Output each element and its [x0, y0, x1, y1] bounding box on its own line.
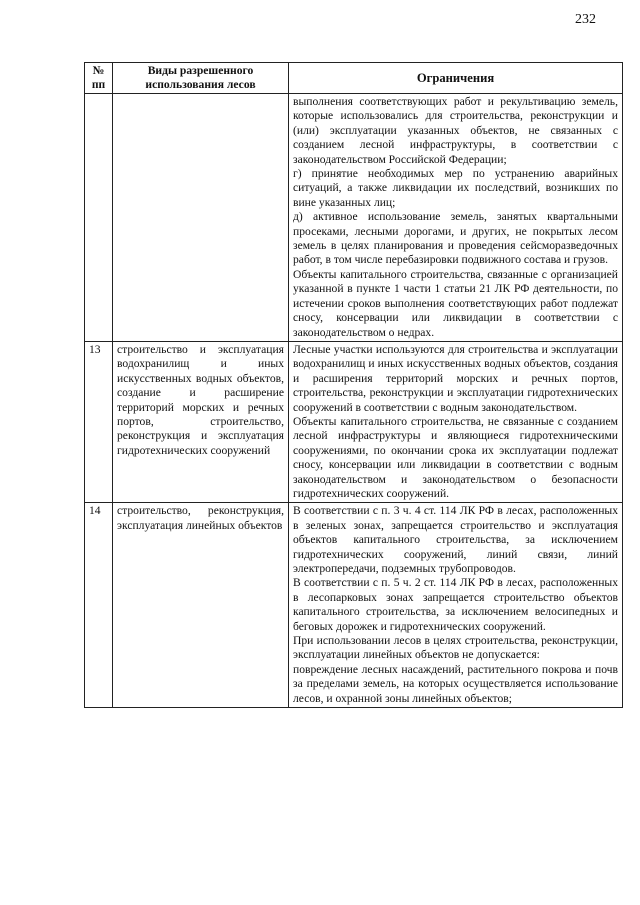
- table-row: [85, 341, 623, 502]
- restriction-paragraph: Объекты капитального строительства, не связанные с созданием лесной инфраструктуры и являющиеся гидротехническими сооружениями, по окончании срока их эксплуатации подлежат сносу, консервации или ликвидации в соответствии с водным законодательством и законодательством о безопасности гидротехнических сооружений.: [293, 414, 618, 500]
- row-restrictions: [289, 94, 623, 342]
- header-restrictions: Ограничения: [289, 63, 623, 94]
- restrictions-table: [84, 62, 623, 708]
- row-restrictions: [289, 341, 623, 502]
- restriction-paragraph: В соответствии с п. 3 ч. 4 ст. 114 ЛК РФ в лесах, расположенных в зеленых зонах, запрещается строительство и эксплуатация объектов капитального строительства, за исключением гидротехнических сооружений, линий связи, линий электропередачи, подземных трубопроводов.: [293, 504, 618, 575]
- restriction-paragraph: выполнения соответствующих работ и рекультивацию земель, которые использовались для строительства, реконструкции и (или) эксплуатации указанных объектов, не связанных с созданием лесной инфраструктуры, в соответствии с законодательством Российской Федерации;: [293, 95, 618, 166]
- restriction-paragraph: Объекты капитального строительства, связанные с организацией указанной в пункте 1 части 1 статьи 21 ЛК РФ деятельности, по истечении сроков выполнения соответствующих работ подлежат сносу, консервации или ликвидации в соответствии с законодательством о недрах.: [293, 267, 618, 339]
- table-row: [85, 94, 623, 342]
- restriction-paragraph: д) активное использование земель, занятых квартальными просеками, лесными дорогами, и других, не покрытых лесом земель в целях планирования и проведения сейсморазведочных работ, в том числе перебазировки подвижного состава и грузов.: [293, 210, 618, 267]
- restriction-paragraph: повреждение лесных насаждений, растительного покрова и почв за пределами земель, на которых осуществляется использование лесов, и охранной зоны линейных объектов;: [293, 662, 618, 705]
- row-number: 13: [85, 341, 113, 502]
- header-forest-use-types: Виды разрешенного использования лесов: [113, 63, 289, 94]
- row-use-type: строительство и эксплуатация водохранилищ и иных искусственных водных объектов, создание и расширение территорий морских и речных портов, строительство, реконструкция и эксплуатация гидротехнических сооружений: [113, 341, 289, 502]
- restriction-paragraph: г) принятие необходимых мер по устранению аварийных ситуаций, а также ликвидации их последствий, возникших по вине указанных лиц;: [293, 167, 618, 209]
- header-number: № пп: [85, 63, 113, 94]
- row-use-type: [113, 94, 289, 342]
- table-header-row: [85, 63, 623, 94]
- table-row: [85, 503, 623, 708]
- restriction-paragraph: При использовании лесов в целях строительства, реконструкции, эксплуатации линейных объектов не допускается:: [293, 634, 618, 662]
- restriction-paragraph: Лесные участки используются для строительства и эксплуатации водохранилищ и иных искусственных водных объектов, создания и расширения территорий морских и речных портов, строительства, реконструкции и эксплуатации гидротехнических сооружений в соответствии с водным законодательством.: [293, 342, 618, 414]
- row-use-type: строительство, реконструкция, эксплуатация линейных объектов: [113, 503, 289, 708]
- restriction-paragraph: В соответствии с п. 5 ч. 2 ст. 114 ЛК РФ в лесах, расположенных в лесопарковых зонах запрещается строительство объектов капитального строительства, за исключением велосипедных и беговых дорожек и гидротехнических сооружений.: [293, 576, 618, 633]
- row-number: [85, 94, 113, 342]
- row-number: 14: [85, 503, 113, 708]
- row-restrictions: [289, 503, 623, 708]
- page-number: 232: [575, 12, 596, 27]
